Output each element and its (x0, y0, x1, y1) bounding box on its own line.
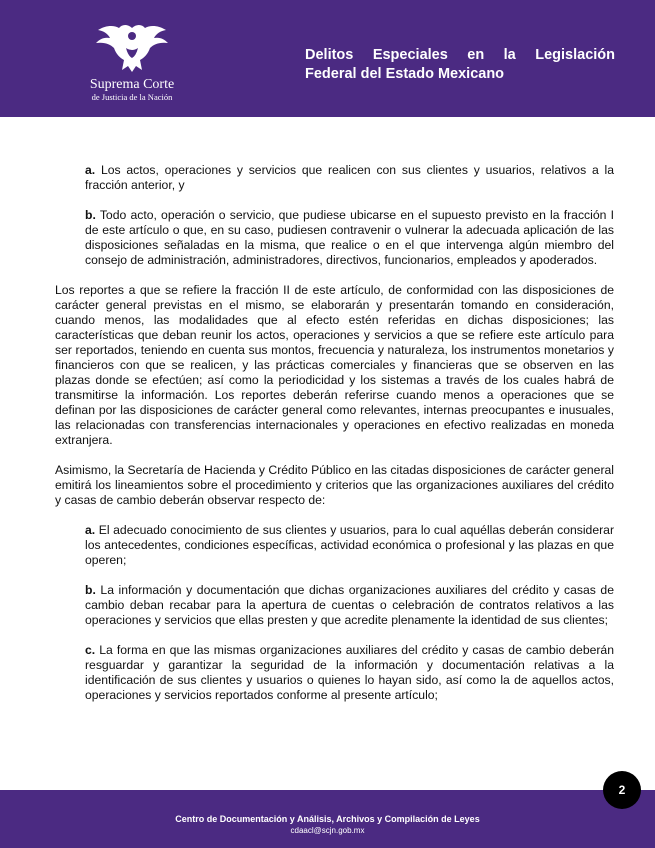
page-footer (0, 790, 655, 848)
scjn-logo (84, 22, 180, 102)
footer-email: cdaacl@scjn.gob.mx (290, 826, 365, 835)
list-item (85, 643, 614, 703)
item-letter: c. (85, 643, 96, 657)
item-text: Los actos, operaciones y servicios que realicen con sus clientes y usuarios, relativos a la fracción anterior, y (85, 163, 614, 192)
title-line-2: Federal del Estado Mexicano (305, 66, 505, 82)
footer-institution: Centro de Documentación y Análisis, Archivos y Compilación de Leyes (175, 814, 480, 824)
item-text: La información y documentación que dichas organizaciones auxiliares del crédito y casas de cambio deban recabar para la apertura de cuentas o celebración de contratos relativos a las operaciones y servicios que ellas presten y que acredite plenamente la identidad de sus clientes; (85, 583, 614, 627)
list-item (85, 523, 614, 568)
paragraph: Los reportes a que se refiere la fracción II de este artículo, de conformidad con las disposiciones de carácter general previstas en el mismo, se elaborarán y presentarán tomando en consideración, cuando menos, las modalidades que al efecto estén referidas en dichas disposiciones; las características que deban reunir los actos, operaciones y servicios a que se refiere este artículo para ser reportados, teniendo en cuenta sus montos, frecuencia y naturaleza, los instrumentos monetarios y financieros con que se realicen, y las prácticas comerciales y financieras que se observen en las plazas donde se efectúen; así como la periodicidad y los sistemas a través de los cuales habrá de transmitirse la información. Los reportes deberán referirse cuando menos a operaciones que se definan por las disposiciones de carácter general como relevantes, internas preocupantes e inusuales, las relacionadas con transferencias internacionales y operaciones en efectivo realizadas en moneda extranjera. (55, 283, 614, 447)
page-number-badge: 2 (603, 771, 641, 809)
item-letter: a. (85, 523, 96, 537)
logo-name: Suprema Corte (89, 77, 175, 92)
list-item (85, 208, 614, 268)
page-content (55, 163, 614, 718)
paragraph: Asimismo, la Secretaría de Hacienda y Crédito Público en las citadas disposiciones de carácter general emitirá los lineamientos sobre el procedimiento y criterios que las organizaciones auxiliares del crédito y casas de cambio deberán observar respecto de: (55, 463, 614, 507)
item-letter: b. (85, 583, 96, 597)
item-letter: b. (85, 208, 96, 222)
list-item (85, 163, 614, 193)
title-line-1: Delitos Especiales en la Legislación (305, 47, 615, 63)
page-header (0, 0, 655, 117)
item-letter: a. (85, 163, 96, 177)
item-text: El adecuado conocimiento de sus clientes y usuarios, para lo cual aquéllas deberán considerar los antecedentes, condiciones específicas, actividad económica o profesional y las plazas en que operen; (85, 523, 614, 567)
item-text: La forma en que las mismas organizaciones auxiliares del crédito y casas de cambio deberán resguardar y garantizar la seguridad de la información y documentación relativas a la identificación de sus clientes y usuarios o quienes lo hayan sido, así como la de aquellos actos, operaciones y servicios reportados conforme al presente artículo; (85, 643, 614, 702)
list-item (85, 583, 614, 628)
item-text: Todo acto, operación o servicio, que pudiese ubicarse en el supuesto previsto en la fracción I de este artículo o que, en su caso, pudiesen contravenir o vulnerar la adecuada aplicación de las disposiciones señaladas en la misma, que realice o en el que intervenga algún miembro del consejo de administración, administradores, directivos, funcionarios, empleados y apoderados. (85, 208, 614, 267)
document-title (305, 46, 615, 84)
logo-subtitle: de Justicia de la Nación (91, 92, 173, 102)
eagle-emblem-icon (92, 22, 172, 76)
